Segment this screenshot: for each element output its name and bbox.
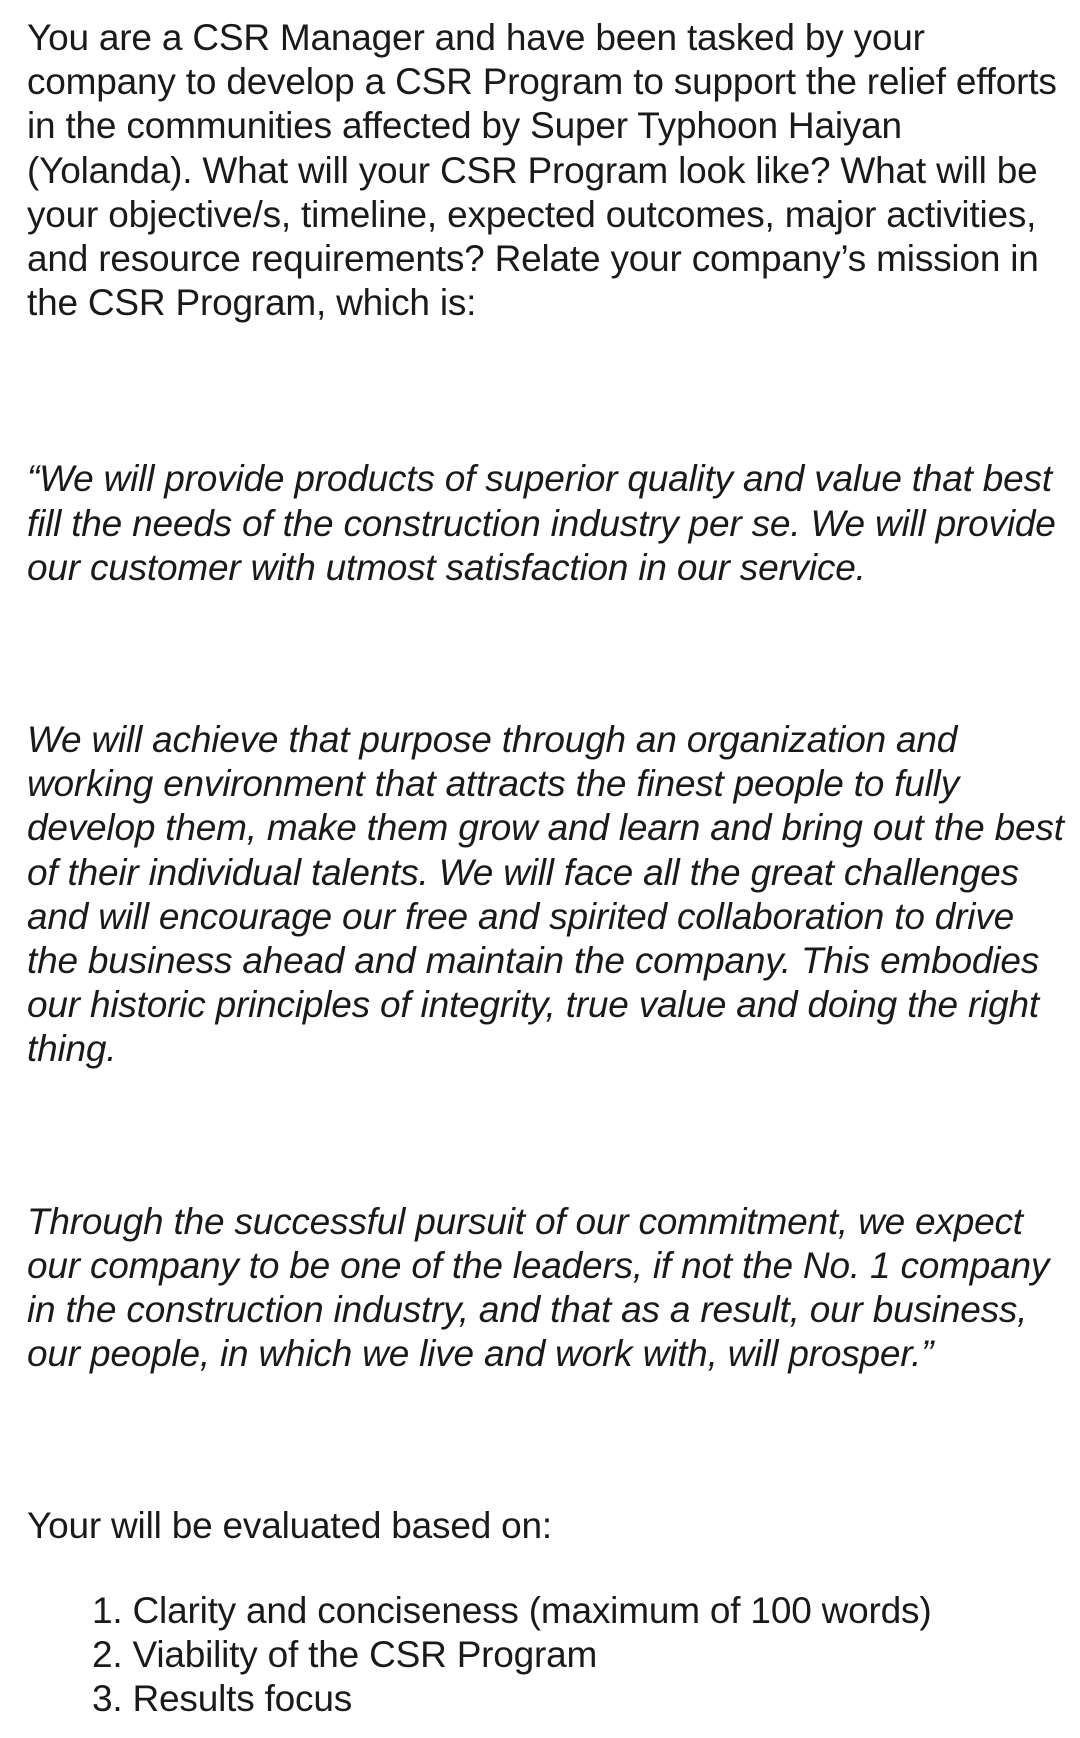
criterion-item: 3. Results focus <box>92 1678 353 1720</box>
task-prompt: You are a CSR Manager and have been tasked by your company to develop a CSR Program to support the relief efforts in the communities affected by Super Typhoon Haiyan (Yolanda). What will your CSR Program look like? What will be your objective/s, timeline, expected outcomes, major activities, and resource requirements? Relate your company’s mission in the CSR Program, which is: <box>27 17 1057 324</box>
criterion-item: 1. Clarity and conciseness (maximum of 100 words) <box>92 1589 932 1631</box>
criterion-item: 2. Viability of the CSR Program <box>92 1633 598 1675</box>
mission-paragraph-3: Through the successful pursuit of our commitment, we expect our company to be one of the leaders, if not the No. 1 company in the construction industry, and that as a result, our business, our people, in which we live and work with, will prosper.” <box>27 1200 1050 1375</box>
mission-paragraph-1: “We will provide products of superior quality and value that best fill the needs of the construction industry per se. We will provide our customer with utmost satisfaction in our service. <box>27 458 1056 588</box>
evaluation-heading: Your will be evaluated based on: <box>27 1505 553 1547</box>
mission-paragraph-2: We will achieve that purpose through an organization and working environment that attracts the finest people to fully develop them, make them grow and learn and bring out the best of their individual talents. We will face all the great challenges and will encourage our free and spirited collaboration to drive the business ahead and maintain the company. This embodies our historic principles of integrity, true value and doing the right thing. <box>27 719 1064 1070</box>
evaluation-criteria-list <box>27 1589 1067 1722</box>
document-body <box>27 16 1067 1721</box>
